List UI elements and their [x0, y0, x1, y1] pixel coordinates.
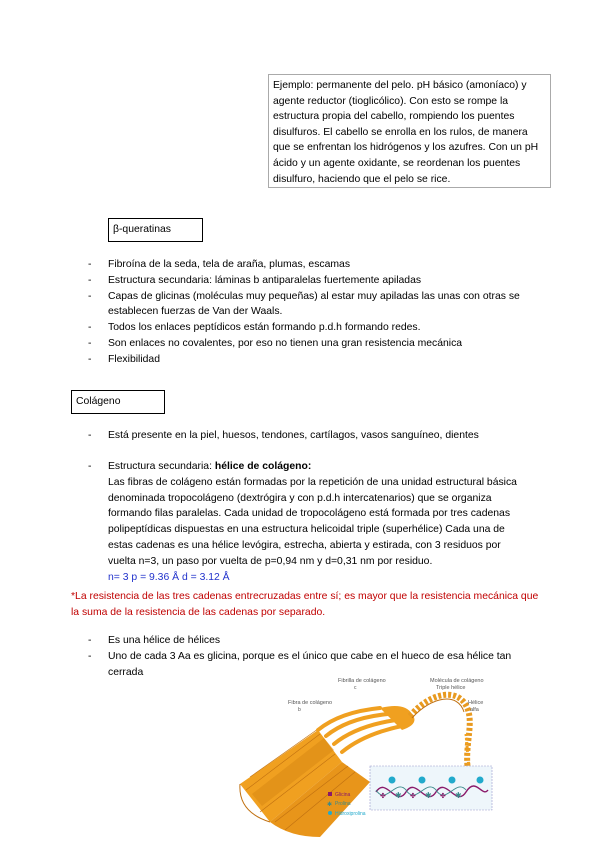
label-helice: Hélice [468, 700, 484, 706]
list-item [88, 459, 528, 585]
svg-text:✱: ✱ [455, 791, 462, 800]
structure-bold: hélice de colágeno: [214, 461, 312, 472]
list-item: - Estructura secundaria: láminas b antiparalelas fuertemente apiladas [88, 273, 538, 289]
list-item: - Está presente en la piel, huesos, tendones, cartílagos, vasos sanguíneo, dientes [88, 428, 538, 444]
svg-text:✱: ✱ [327, 801, 333, 808]
legend-hidroxiprolina: Hidroxiprolina [335, 811, 366, 817]
helix-params: n= 3 p = 9.36 Å d = 3.12 Å [108, 571, 230, 583]
list-item: - Todos los enlaces peptídicos están formando p.d.h formando redes. [88, 320, 538, 336]
collagen-list-1 [88, 428, 538, 444]
label-fibra-sub: b [298, 707, 301, 713]
collagen-heading-box [71, 390, 165, 414]
beta-keratin-list [88, 257, 538, 368]
amino-acid-chain [370, 766, 492, 810]
structure-body: Las fibras de colágeno están formadas por la repetición de una unidad estructural básica denominada tropocolágeno (dextrógira y con p.d.h intercatenarios) que se organiza formando filas paralelas. Cada unidad de tropocolágeno está formada por tres cadenas polipeptídicas dispuestas en una estructura helicoidal triple (superhélice) Cada una de estas cadenas es una hélice levógira, estrecha, abierta y estirada, con 3 residuos por vuelta n=3, un paso por vuelta de p=0,94 nm y d=0,31 nm por residuo. [108, 476, 517, 567]
legend-glicina: Glicina [335, 792, 351, 798]
collagen-figure [230, 672, 500, 846]
label-fibra: Fibra de colágeno [288, 700, 333, 706]
list-item: - Fibroína de la seda, tela de araña, plumas, escamas [88, 257, 538, 273]
svg-text:✤: ✤ [380, 792, 386, 800]
list-item: - Capas de glicinas (moléculas muy pequeñas) al estar muy apiladas las unas con otras se establecen fuerzas de Van der Waals. [88, 289, 538, 321]
beta-keratin-heading: β-queratinas [113, 224, 171, 235]
label-alfa: alfa [470, 707, 479, 713]
red-note [71, 589, 541, 621]
red-note-text: *La resistencia de las tres cadenas entrecruzadas entre sí; es mayor que la resistencia mecánica que la suma de la resistencia de las cadenas por separado. [71, 591, 539, 618]
svg-text:✱: ✱ [425, 791, 432, 800]
label-fibrilla: Fibrilla de colágeno [338, 678, 386, 684]
list-item: - Flexibilidad [88, 352, 538, 368]
svg-text:✤: ✤ [440, 792, 446, 800]
legend-prolina: Prolina [335, 801, 351, 807]
example-text: Ejemplo: permanente del pelo. pH básico (amoníaco) y agente reductor (tioglicólico). Con esto se rompe la estructura propia del cabello, rompiendo los puentes disulfuros. El cabello se enrolla en los rulos, de manera que se enfrentan los hidrógenos y los azufres. Con un pH ácido y un agente oxidante, se reordenan los puentes disulfuro, haciendo que el pelo se rice. [273, 80, 539, 185]
list-item: - Es una hélice de hélices [88, 633, 528, 649]
label-molecula: Molécula de colágeno [430, 678, 484, 684]
structure-prefix: Estructura secundaria: [108, 461, 215, 472]
list-item: - Son enlaces no covalentes, por eso no tienen una gran resistencia mecánica [88, 336, 538, 352]
beta-keratin-heading-box [108, 218, 203, 242]
svg-text:✱: ✱ [395, 791, 402, 800]
label-triple: Triple hélice [436, 685, 466, 691]
collagen-heading: Colágeno [76, 396, 121, 407]
example-box [268, 74, 551, 188]
list-item: - Uno de cada 3 Aa es glicina, porque es el único que cabe en el hueco de esa hélice tan cerrada [88, 649, 528, 681]
collagen-list-2 [88, 459, 528, 585]
label-fibrilla-sub: c [354, 685, 357, 691]
svg-text:✤: ✤ [410, 792, 416, 800]
